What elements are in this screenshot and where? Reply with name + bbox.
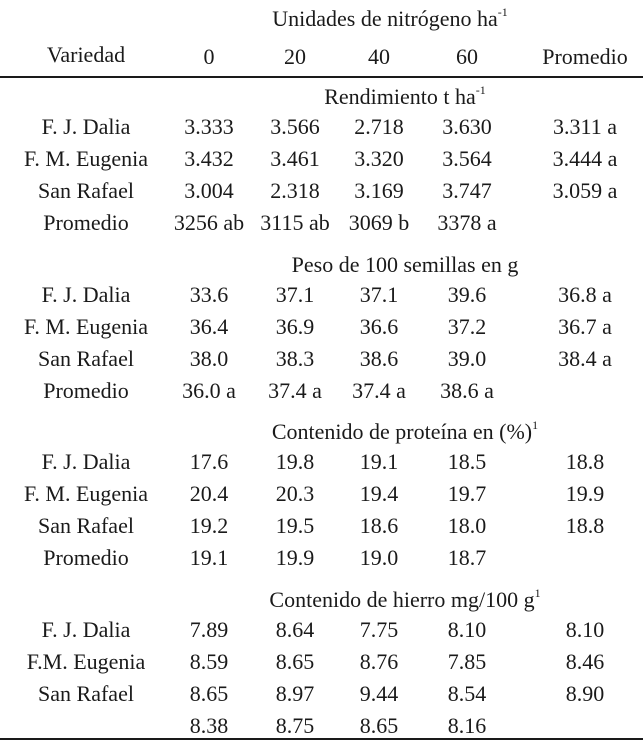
row-label: F. M. Eugenia bbox=[23, 146, 149, 171]
table-cell: 19.5 bbox=[275, 513, 315, 538]
table-cell: 3115 ab bbox=[260, 210, 330, 235]
table-cell: 8.46 bbox=[565, 649, 605, 674]
table-cell: 36.4 bbox=[189, 314, 229, 339]
table-cell: 8.90 bbox=[565, 681, 605, 706]
table-cell: 8.59 bbox=[189, 649, 229, 674]
row-label: Promedio bbox=[43, 378, 129, 403]
row-label: San Rafael bbox=[38, 513, 134, 538]
table-cell: 36.8 a bbox=[558, 282, 612, 307]
table-cell: 3.566 bbox=[270, 114, 320, 139]
table-cell: 7.85 bbox=[447, 649, 487, 674]
table-cell: 2.718 bbox=[354, 114, 404, 139]
table-cell: 37.2 bbox=[447, 314, 487, 339]
table-cell: 19.8 bbox=[275, 449, 315, 474]
table-cell: 20.4 bbox=[189, 481, 229, 506]
table-cell: 37.4 a bbox=[352, 378, 406, 403]
table-cell: 33.6 bbox=[189, 282, 229, 307]
table-cell: 3.059 a bbox=[552, 178, 618, 203]
table-cell: 9.44 bbox=[359, 681, 399, 706]
table-cell: 3.461 bbox=[270, 146, 320, 171]
row-label: San Rafael bbox=[38, 681, 134, 706]
table-cell: 39.0 bbox=[447, 346, 487, 371]
table-cell: 3.747 bbox=[442, 178, 492, 203]
table-cell: 3378 a bbox=[437, 210, 497, 235]
table-cell: 20.3 bbox=[275, 481, 315, 506]
table-cell: 17.6 bbox=[189, 449, 229, 474]
table-cell: 19.1 bbox=[189, 545, 229, 570]
row-label: Promedio bbox=[43, 210, 129, 235]
row-label: San Rafael bbox=[38, 346, 134, 371]
table-cell: 8.10 bbox=[447, 617, 487, 642]
table-cell: 39.6 bbox=[447, 282, 487, 307]
table-cell: 8.54 bbox=[447, 681, 487, 706]
table-cell: 3.630 bbox=[442, 114, 492, 139]
row-label: San Rafael bbox=[38, 178, 134, 203]
row-label: F. J. Dalia bbox=[41, 449, 131, 474]
table-cell: 19.1 bbox=[359, 449, 399, 474]
table-cell: 19.9 bbox=[275, 545, 315, 570]
row-label: F. M. Eugenia bbox=[23, 314, 149, 339]
table-cell: 19.0 bbox=[359, 545, 399, 570]
table-cell: 3.564 bbox=[442, 146, 492, 171]
table-cell: 3.311 a bbox=[553, 114, 617, 139]
table-cell: 7.89 bbox=[189, 617, 229, 642]
table-cell: 8.16 bbox=[447, 713, 487, 738]
table-cell: 18.6 bbox=[359, 513, 399, 538]
section-title: Contenido de proteína en (%)$^1$ bbox=[271, 417, 539, 444]
section-title: Rendimiento t $ha^{-1}$ bbox=[324, 82, 486, 109]
table-cell: 8.65 bbox=[275, 649, 315, 674]
section-title: Peso de 100 semillas en g bbox=[291, 252, 519, 277]
header-group-label: Unidades de nitrógeno $ha^{-1}$ bbox=[272, 4, 508, 31]
table-cell: 36.6 bbox=[359, 314, 399, 339]
table-cell: 19.7 bbox=[447, 481, 487, 506]
table-cell: 2.318 bbox=[270, 178, 320, 203]
header-variety-label: Variedad bbox=[46, 42, 126, 67]
table-cell: 3.320 bbox=[354, 146, 404, 171]
table-cell: 3.333 bbox=[184, 114, 234, 139]
table-cell: 19.4 bbox=[359, 481, 399, 506]
table-cell: 3.004 bbox=[184, 178, 234, 203]
row-label: F. J. Dalia bbox=[41, 114, 131, 139]
table-cell: 7.75 bbox=[359, 617, 399, 642]
table-cell: 18.8 bbox=[565, 513, 605, 538]
table-cell: 3.169 bbox=[354, 178, 404, 203]
table-cell: 8.65 bbox=[189, 681, 229, 706]
table-cell: 37.1 bbox=[275, 282, 315, 307]
table-cell: 8.76 bbox=[359, 649, 399, 674]
table-cell: 18.5 bbox=[447, 449, 487, 474]
table-cell: 18.7 bbox=[447, 545, 487, 570]
table-cell: 37.4 a bbox=[268, 378, 322, 403]
table-cell: 38.0 bbox=[189, 346, 229, 371]
table-cell: 37.1 bbox=[359, 282, 399, 307]
table-cell: 8.75 bbox=[275, 713, 315, 738]
section-title: Contenido de hierro mg/100 $g^1$ bbox=[269, 585, 541, 612]
table-cell: 8.65 bbox=[359, 713, 399, 738]
table-cell: 19.9 bbox=[565, 481, 605, 506]
table-cell: 38.3 bbox=[275, 346, 315, 371]
header-col-0: 0 bbox=[203, 44, 215, 69]
table-cell: 18.8 bbox=[565, 449, 605, 474]
table-cell: 36.0 a bbox=[182, 378, 236, 403]
row-label: F. J. Dalia bbox=[41, 617, 131, 642]
header-col-60: 60 bbox=[456, 44, 478, 69]
header-col-promedio: Promedio bbox=[542, 44, 628, 69]
table-cell: 3.444 a bbox=[552, 146, 618, 171]
table-cell: 38.6 a bbox=[440, 378, 494, 403]
table-cell: 8.10 bbox=[565, 617, 605, 642]
header-col-20: 20 bbox=[284, 44, 306, 69]
table-cell: 38.6 bbox=[359, 346, 399, 371]
row-label: F. M. Eugenia bbox=[23, 481, 149, 506]
table-cell: 38.4 a bbox=[558, 346, 612, 371]
bottom-rule bbox=[0, 738, 643, 740]
row-label: Promedio bbox=[43, 545, 129, 570]
table-cell: 8.97 bbox=[275, 681, 315, 706]
table-cell: 18.0 bbox=[447, 513, 487, 538]
row-label: F. J. Dalia bbox=[41, 282, 131, 307]
header-col-40: 40 bbox=[368, 44, 390, 69]
table-cell: 36.7 a bbox=[558, 314, 612, 339]
row-label: F.M. Eugenia bbox=[26, 649, 146, 674]
header-rule bbox=[0, 76, 643, 78]
table-cell: 3069 b bbox=[348, 210, 410, 235]
table-cell: 3256 ab bbox=[173, 210, 245, 235]
table-cell: 36.9 bbox=[275, 314, 315, 339]
table-cell: 8.38 bbox=[189, 713, 229, 738]
table-cell: 8.64 bbox=[275, 617, 315, 642]
table-cell: 19.2 bbox=[189, 513, 229, 538]
table-cell: 3.432 bbox=[184, 146, 234, 171]
